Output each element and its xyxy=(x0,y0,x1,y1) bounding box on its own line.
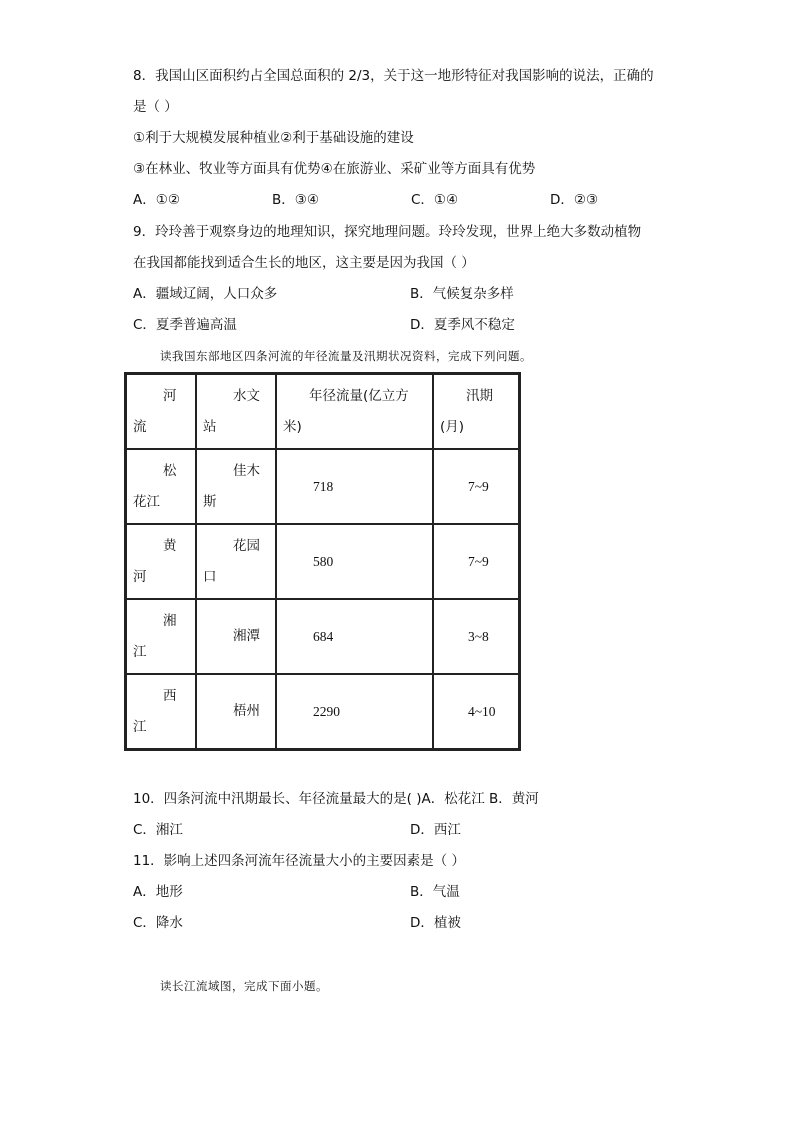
q11-option-d: D．植被 xyxy=(410,915,461,931)
q9-stem-line2: 在我国都能找到适合生长的地区，这主要是因为我国（ ） xyxy=(133,255,475,271)
cell-flood-season: 3~8 xyxy=(433,599,520,674)
q8-statements-line2: ③在林业、牧业等方面具有优势④在旅游业、采矿业等方面具有优势 xyxy=(133,161,536,177)
table-row xyxy=(126,449,520,524)
table-row xyxy=(126,599,520,674)
cell-flood-season: 4~10 xyxy=(433,674,520,750)
cell-river-line1: 黄 xyxy=(163,537,177,554)
cell-river xyxy=(126,449,197,524)
q8-stem-line1: 8．我国山区面积约占全国总面积的 2/3，关于这一地形特征对我国影响的说法，正确的 xyxy=(133,68,654,84)
reading-note-rivers: 读我国东部地区四条河流的年径流量及汛期状况资料，完成下列问题。 xyxy=(160,349,532,363)
q8-option-c: C．①④ xyxy=(411,192,459,208)
cell-annual-flow: 2290 xyxy=(276,674,433,750)
cell-river xyxy=(126,674,197,750)
cell-river-line1: 西 xyxy=(163,687,177,704)
header-flow-line1: 年径流量(亿立方 xyxy=(309,387,409,404)
cell-river-line2: 河 xyxy=(133,568,147,585)
header-river-line2: 流 xyxy=(133,418,147,435)
cell-station: 梧州 xyxy=(196,674,276,750)
q9-stem-line1: 9．玲玲善于观察身边的地理知识，探究地理问题。玲玲发现，世界上绝大多数动植物 xyxy=(133,224,642,240)
q9-option-c: C．夏季普遍高温 xyxy=(133,317,237,333)
cell-station: 湘潭 xyxy=(196,599,276,674)
cell-flood-season: 7~9 xyxy=(433,524,520,599)
cell-river xyxy=(126,524,197,599)
q10-option-c: C．湘江 xyxy=(133,822,183,838)
header-flood-line2: (月) xyxy=(440,418,465,435)
cell-flood-season: 7~9 xyxy=(433,449,520,524)
header-station-line1: 水文 xyxy=(233,387,260,404)
q8-statements-line1: ①利于大规模发展种植业②利于基础设施的建设 xyxy=(133,130,414,146)
q8-option-b: B．③④ xyxy=(272,192,319,208)
header-flow-line2: 米) xyxy=(283,418,302,435)
q8-option-d: D．②③ xyxy=(550,192,599,208)
header-annual-flow xyxy=(276,374,433,450)
cell-river xyxy=(126,599,197,674)
q8-option-a: A．①② xyxy=(133,192,180,208)
cell-river-line2: 江 xyxy=(133,718,147,735)
cell-station xyxy=(196,449,276,524)
cell-station-line1: 花园 xyxy=(233,537,260,554)
q9-option-d: D．夏季风不稳定 xyxy=(410,317,515,333)
header-station-line2: 站 xyxy=(203,418,217,435)
cell-annual-flow: 718 xyxy=(276,449,433,524)
cell-station-line1: 佳木 xyxy=(233,462,260,479)
header-river xyxy=(126,374,197,450)
cell-river-line1: 松 xyxy=(163,462,177,479)
cell-station-line2: 斯 xyxy=(203,493,217,510)
q9-option-a: A．疆域辽阔，人口众多 xyxy=(133,286,278,302)
q11-option-a: A．地形 xyxy=(133,884,183,900)
cell-river-line2: 花江 xyxy=(133,493,160,510)
header-station xyxy=(196,374,276,450)
table-header-row xyxy=(126,374,520,450)
reading-note-yangtze: 读长江流域图，完成下面小题。 xyxy=(160,979,328,993)
cell-annual-flow: 580 xyxy=(276,524,433,599)
cell-station-line2: 口 xyxy=(203,568,217,585)
cell-river-line2: 江 xyxy=(133,643,147,660)
table-row xyxy=(126,524,520,599)
cell-river-line1: 湘 xyxy=(163,612,177,629)
table-row xyxy=(126,674,520,750)
q10-stem: 10．四条河流中汛期最长、年径流量最大的是( )A．松花江 B．黄河 xyxy=(133,791,539,807)
q9-option-b: B．气候复杂多样 xyxy=(410,286,514,302)
cell-station xyxy=(196,524,276,599)
cell-annual-flow: 684 xyxy=(276,599,433,674)
river-data-table xyxy=(124,372,521,751)
q11-option-b: B．气温 xyxy=(410,884,460,900)
header-flood-line1: 汛期 xyxy=(466,387,493,404)
q11-option-c: C．降水 xyxy=(133,915,183,931)
q10-option-d: D．西江 xyxy=(410,822,461,838)
header-flood-season xyxy=(433,374,520,450)
header-river-line1: 河 xyxy=(163,387,177,404)
q11-stem: 11．影响上述四条河流年径流量大小的主要因素是（ ） xyxy=(133,853,465,869)
q8-stem-line2: 是（ ） xyxy=(133,99,178,115)
